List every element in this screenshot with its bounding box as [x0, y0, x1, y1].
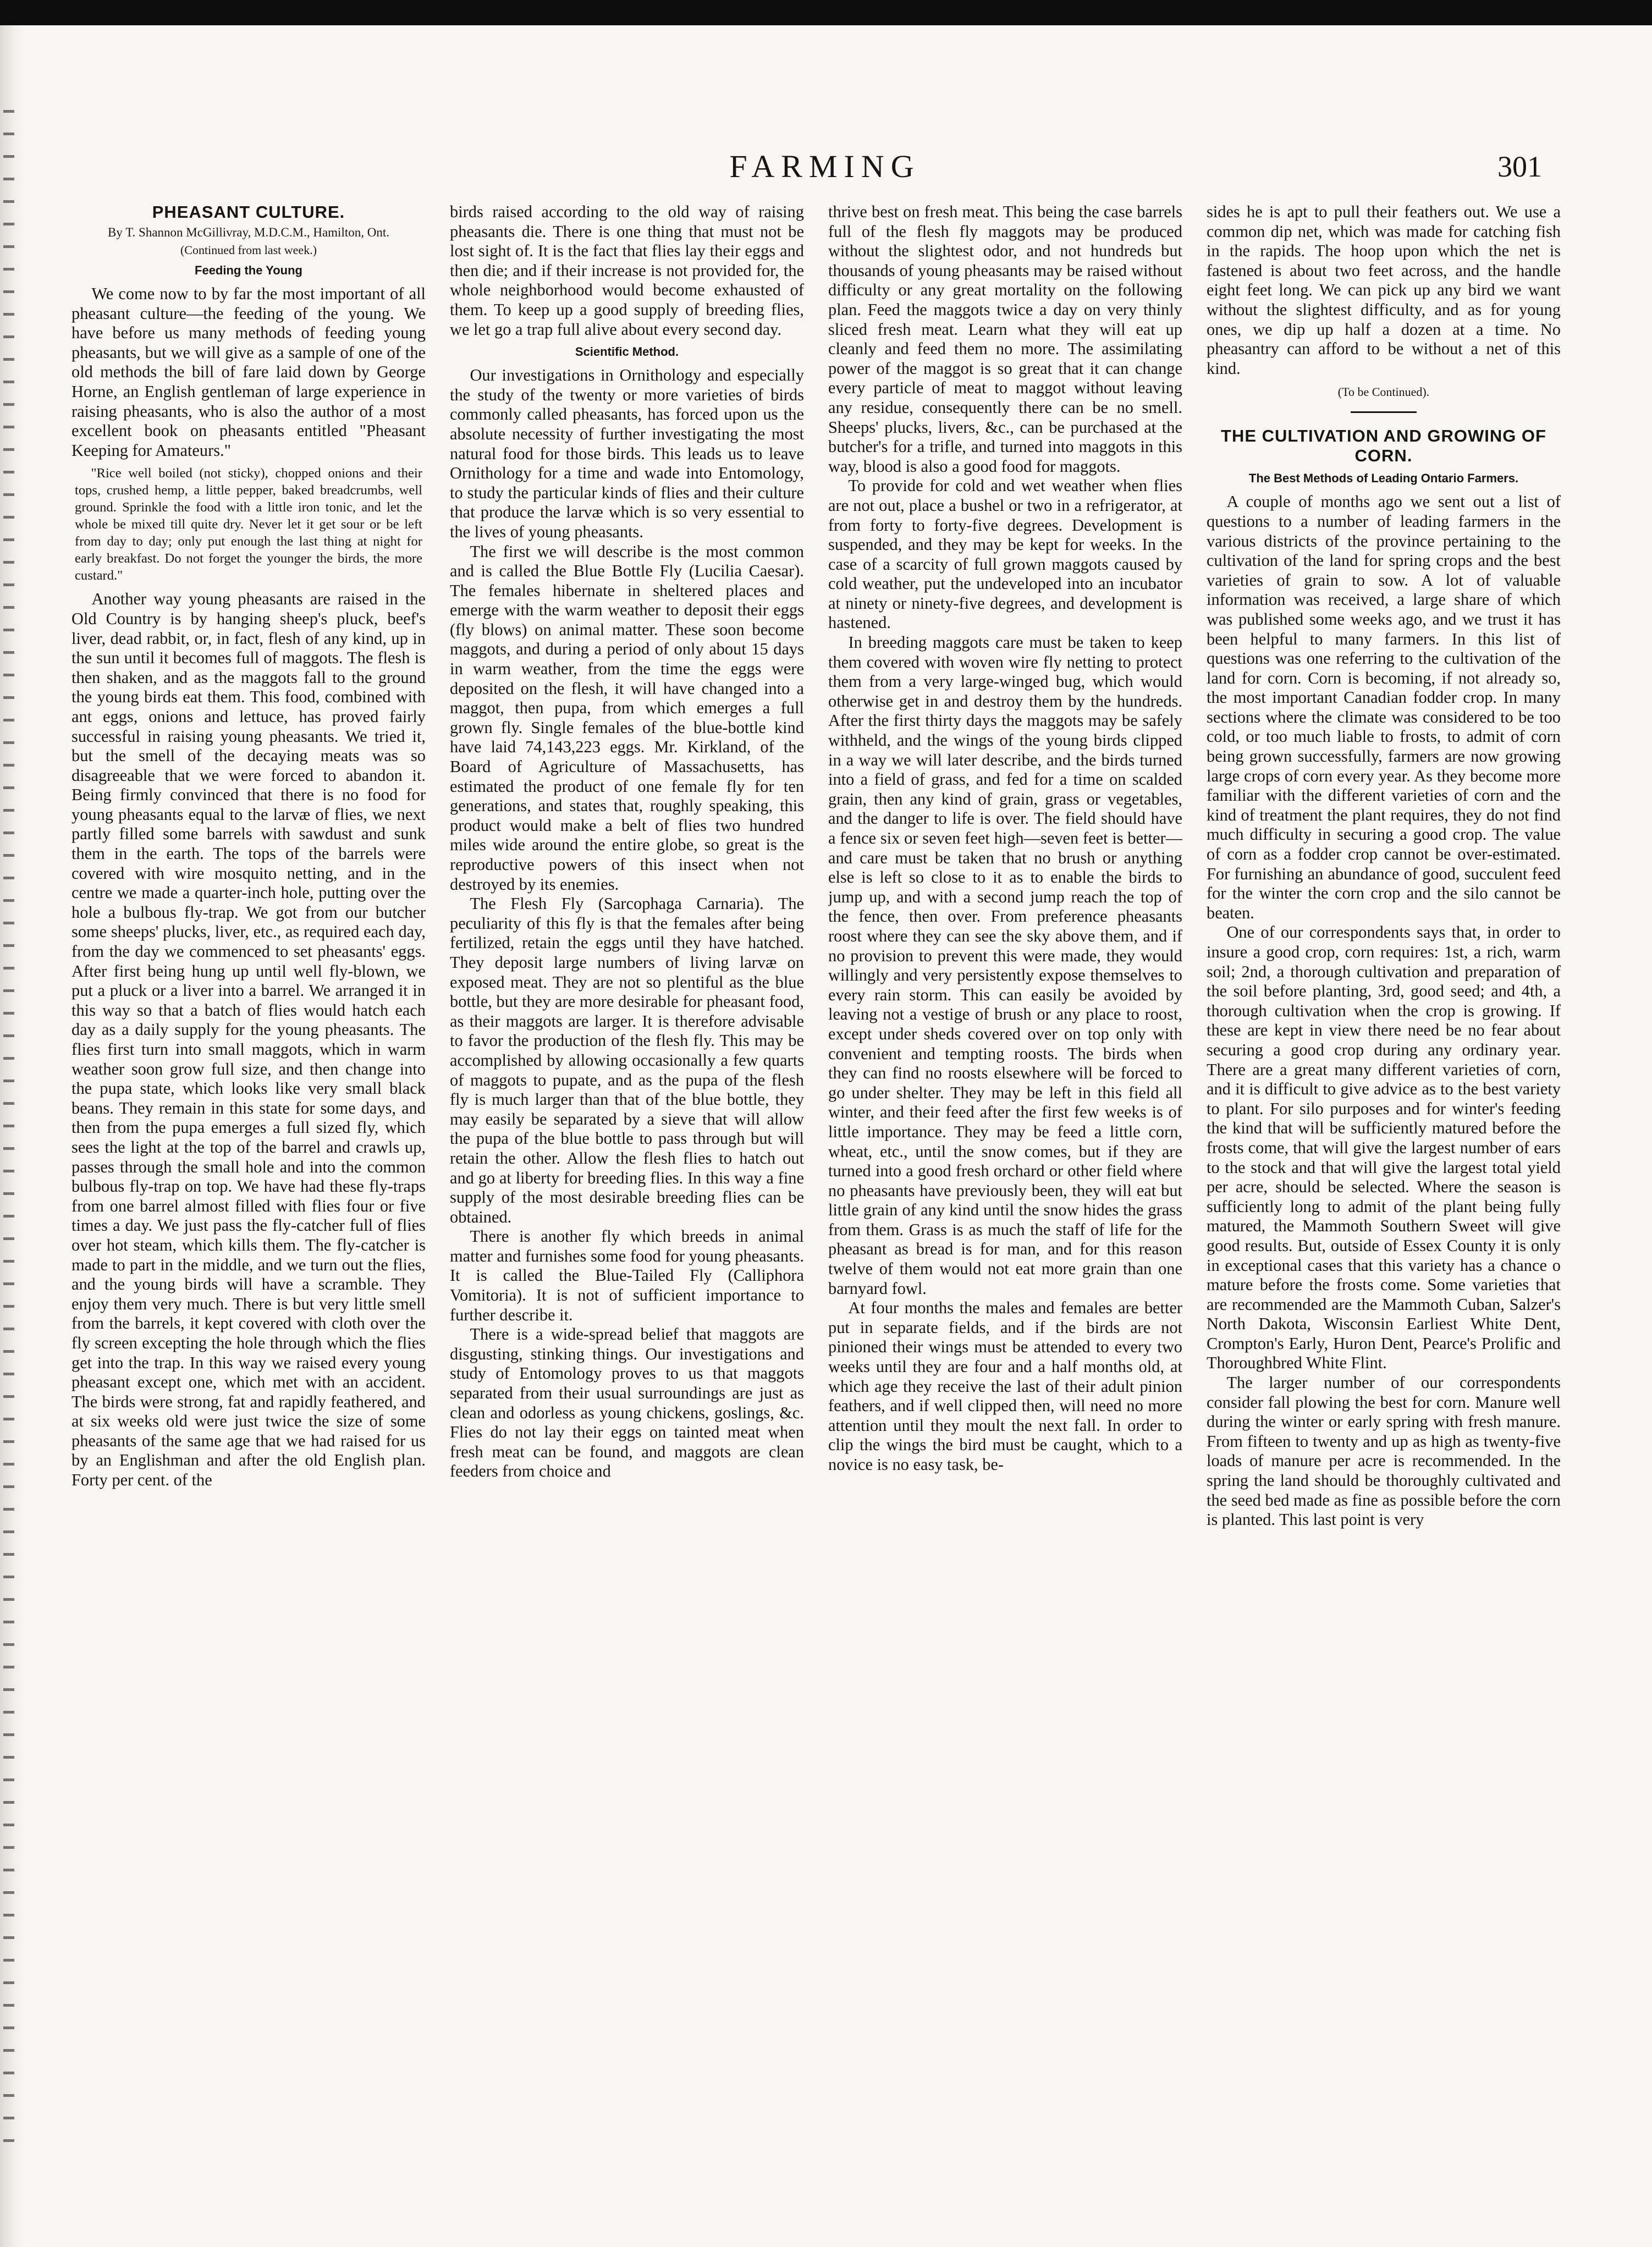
paragraph: A couple of months ago we sent out a list of questions to a number of leading farmers in the various districts of the province pertaining to the cultivation of the land for spring crops and the best varieties of grain to sow. A lot of valuable information was received, a large share of which was published some weeks ago, and we trust it has been helpful to many farmers. In this list of questions was one referring to the cultivation of the land for corn. Corn is becoming, if not already so, the most important Canadian fodder crop. In many sections where the climate was considered to be too cold, or too much liable to frosts, to admit of corn being grown successfully, farmers are now growing large crops of corn every year. As they become more familiar with the different varieties of corn and the kind of treatment the plant requires, they do not find much difficulty in securing a good crop. The value of corn as a fodder crop cannot be over-estimated. For furnishing an abundance of good, succulent feed for the winter the corn crop and the silo cannot be beaten.: [1207, 492, 1561, 922]
to-be-continued: (To be Continued).: [1337, 385, 1430, 399]
section-heading: Scientific Method.: [575, 345, 679, 359]
article-title: PHEASANT CULTURE.: [152, 202, 345, 222]
column-1: [71, 202, 426, 2210]
publication-title: FARMING: [729, 148, 921, 184]
section-divider: [1351, 411, 1417, 413]
paragraph: There is another fly which breeds in animal matter and furnishes some food for young pheasants. It is called the Blue-Tailed Fly (Calliphora Vomitoria). It is not of sufficient importance to further describe it.: [450, 1227, 804, 1324]
paragraph-continued: birds raised according to the old way of raising pheasants die. There is one thing that must not be lost sight of. It is the fact that flies lay their eggs and then die; and if their increase is not provided for, the whole neighborhood would become exhausted of them. To keep up a good supply of breeding flies, we let go a trap full alive about every second day.: [450, 202, 804, 339]
binding-edge-marks: [3, 110, 14, 2145]
column-4: [1207, 202, 1561, 2210]
paragraph: The larger number of our correspondents consider fall plowing the best for corn. Manure well during the winter or early spring with fresh manure. From fifteen to twenty and up as high as twenty-five loads of manure per acre is recommended. In the spring the land should be thoroughly cultivated and the seed bed made as fine as possible before the corn is planted. This last point is very: [1207, 1373, 1561, 1529]
paragraph: Our investigations in Ornithology and especially the study of the twenty or more varieties of birds commonly called pheasants, has forced upon us the absolute necessity of further investigating the most natural food for those birds. This leads us to leave Ornithology for a time and wade into Entomology, to study the particular kinds of flies and their culture that produce the larvæ which is so very essential to the lives of young pheasants.: [450, 366, 804, 541]
paragraph: The Flesh Fly (Sarcophaga Carnaria). The peculiarity of this fly is that the females after being fertilized, retain the eggs until they have hatched. They deposit large numbers of living larvæ on exposed meat. They are not so plentiful as the blue bottle, but they are more desirable for pheasant food, as their maggots are larger. It is therefore advisable to favor the production of the flesh fly. This may be accomplished by allowing occasionally a few quarts of maggots to pupate, and as the pupa of the flesh fly is much larger than that of the blue bottle, they may easily be separated by a sieve that will allow the pupa of the blue bottle to pass through but will retain the other. Allow the flesh flies to hatch out and go at liberty for breeding flies. In this way a fine supply of the most desirable breeding flies can be obtained.: [450, 894, 804, 1226]
running-head: [0, 147, 1652, 186]
column-2: [450, 202, 804, 2210]
paragraph-continued: thrive best on fresh meat. This being the case barrels full of the flesh fly maggots may be produced without the slightest odor, and not hundreds but thousands of young pheasants may be raised without difficulty or any great mortality on the following plan. Feed the maggots twice a day on very thinly sliced fresh meat. Learn what they will eat up cleanly and feed them no more. The assimilating power of the maggot is so great that it can change every particle of meat to maggot without leaving any residue, consequently there can be no smell. Sheeps' plucks, livers, &c., can be purchased at the butcher's for a trifle, and turned into maggots in this way, blood is also a good food for maggots.: [828, 202, 1182, 476]
paragraph: There is a wide-spread belief that maggots are disgusting, stinking things. Our investigations and study of Entomology proves to us that maggots separated from their usual surroundings are just as clean and odorless as young chickens, goslings, &c. Flies do not lay their eggs on tainted meat when fresh meat can be found, and maggots are clean feeders from choice and: [450, 1325, 804, 1481]
continued-note: (Continued from last week.): [180, 243, 317, 257]
paragraph: In breeding maggots care must be taken to keep them covered with woven wire fly netting to protect them from a very large-winged bug, which would otherwise get in and destroy them by the hundreds. After the first thirty days the maggots may be safely withheld, and the wings of the young birds clipped in a way we will later describe, and the birds turned into a field of grass, and fed for a time on scalded grain, then any kind of grain, grass or vegetables, and the danger to life is over. The field should have a fence six or seven feet high—seven feet is better—and care must be taken that no brush or anything else is left so close to it as to enable the birds to jump up, and with a second jump reach the top of the fence, then over. From preference pheasants roost where they can see the sky above them, and if no provision to prevent this were made, they would willingly and very persistently expose themselves to every rain storm. This can easily be avoided by leaving not a vestige of brush or any place to roost, except under sheds covered over on top only with convenient and tempting roosts. The birds when they can find no roosts elsewhere will be forced to go under shelter. They may be left in this field all winter, and their feed after the first few weeks is of little importance. They may be feed a little corn, wheat, etc., until the snow comes, but if they are turned into a good fresh orchard or other field where no pheasants have previously been, they will eat but little grain of any kind until the snow hides the grass from them. Grass is as much the staff of life for the pheasant as bread is for man, and for this reason twelve of them would not eat more grain than one barnyard fowl.: [828, 633, 1182, 1298]
section-heading: Feeding the Young: [195, 263, 302, 277]
paragraph: Another way young pheasants are raised in the Old Country is by hanging sheep's pluck, beef's liver, dead rabbit, or, in fact, flesh of any kind, up in the sun until it becomes full of maggots. The flesh is then shaken, and as the maggots fall to the ground the young birds eat them. This food, combined with ant eggs, onions and lettuce, has proved fairly successful in raising young pheasants. We tried it, but the smell of the decaying meats was so disagreeable that we were forced to abandon it. Being firmly convinced that there is no food for young pheasants equal to the larvæ of flies, we next partly filled some barrels with sawdust and sunk them in the earth. The tops of the barrels were covered with wire mosquito netting, and in the centre we made a quarter-inch hole, putting over the hole a bulbous fly-trap. We got from our butcher some sheeps' plucks, liver, etc., as required each day, from the day we commenced to set pheasants' eggs. After first being hung up until well fly-blown, we put a pluck or a liver into a barrel. We arranged it in this way so that a batch of flies would hatch each day as a daily supply for the young pheasants. The flies first turn into small maggots, which in warm weather soon grow full size, and then change into the pupa state, which looks like very small black beans. They remain in this state for some days, and then from the pupa emerges a full sized fly, which sees the light at the top of the barrel and crawls up, passes through the small hole and into the common bulbous fly-trap on top. We have had these fly-traps from one barrel almost filled with flies four or five times a day. We just pass the fly-catcher full of flies over hot steam, which kills them. The fly-catcher is made to part in the middle, and we turn out the flies, and the young birds will have a scramble. They enjoy them very much. There is but very little smell from the barrels, it kept covered with cloth over the fly screen excepting the hole through which the flies get into the trap. In this way we raised every young pheasant except one, which met with an accident. The birds were strong, fat and rapidly feathered, and at six weeks old were just twice the size of some pheasants of the same age that we had raised for us by an Englishman and after the old English plan. Forty per cent. of the: [71, 590, 426, 1490]
article-byline: By T. Shannon McGillivray, M.D.C.M., Hamilton, Ont.: [108, 225, 389, 239]
paragraph: We come now to by far the most important of all pheasant culture—the feeding of the young. We have before us many methods of feeding young pheasants, but we will give as a sample of one of the old methods the bill of fare laid down by George Horne, an English gentleman of large experience in raising pheasants, who is also the author of a most excellent book on pheasants entitled "Pheasant Keeping for Amateurs.": [71, 284, 426, 460]
paragraph: To provide for cold and wet weather when flies are not out, place a bushel or two in a refrigerator, at from forty to forty-five degrees. Development is suspended, and they may be kept for weeks. In the case of a scarcity of full grown maggots caused by cold weather, put the undeveloped into an incubator at ninety or ninety-five degrees, and development is hastened.: [828, 476, 1182, 632]
article-title: THE CULTIVATION AND GROWING OF CORN.: [1221, 426, 1546, 466]
paragraph-continued: sides he is apt to pull their feathers out. We use a common dip net, which was made for catching fish in the rapids. The hoop upon which the net is fastened is about two feet across, and the handle eight feet long. We can pick up any bird we want without the slightest difficulty, and as for young ones, we dip up half a dozen at a time. No pheasantry can afford to be without a net of this kind.: [1207, 202, 1561, 378]
text-columns: [71, 202, 1565, 2210]
paragraph: One of our correspondents says that, in order to insure a good crop, corn requires: 1st, a rich, warm soil; 2nd, a thorough cultivation and preparation of the soil before planting, 3rd, good seed; and 4th, a thorough cultivation when the crop is growing. If these are kept in view there need be no fear about securing a good crop during any ordinary year. There are a great many different varieties of corn, and it is difficult to give advice as to the best variety to plant. For silo purposes and for winter's feeding the kind that will be sufficiently matured before the frosts come, that will give the largest number of ears to the stock and that will give the largest total yield per acre, should be selected. Where the season is sufficiently long to admit of the plant being fully matured, the Mammoth Southern Sweet will give good results. But, outside of Essex County it is only in exceptional cases that this variety has a chance o mature before the frosts come. Some varieties that are recommended are the Mammoth Cuban, Salzer's North Dakota, Wisconsin Earliest White Dent, Crompton's Early, Huron Dent, Pearce's Prolific and Thoroughbred White Flint.: [1207, 923, 1561, 1373]
paragraph: The first we will describe is the most common and is called the Blue Bottle Fly (Lucilia Caesar). The females hibernate in sheltered places and emerge with the warm weather to deposit their eggs (fly blows) on animal matter. These soon become maggots, and during a period of only about 15 days in warm weather, from the time the eggs were deposited on the flesh, it will have changed into a maggot, then pupa, from which emerges a full grown fly. Single females of the blue-bottle kind have laid 74,143,223 eggs. Mr. Kirkland, of the Board of Agriculture of Massachusetts, has estimated the product of one female fly for ten generations, and states that, roughly speaking, this product would make a belt of flies two hundred miles wide around the entire globe, so great is the reproductive powers of this insect when not destroyed by its enemies.: [450, 542, 804, 894]
page-number: 301: [1497, 150, 1542, 183]
article-subtitle: The Best Methods of Leading Ontario Farmers.: [1248, 471, 1519, 486]
column-3: [828, 202, 1182, 2210]
paragraph: At four months the males and females are better put in separate fields, and if the birds are not pinioned their wings must be attended to every two weeks until they are four and a half months old, at which age they receive the last of their adult pinion feathers, and if well clipped then, will need no more attention until they moult the next fall. In order to clip the wings the bird must be caught, which to a novice is no easy task, be-: [828, 1298, 1182, 1474]
scan-top-border: [0, 0, 1652, 25]
quoted-recipe: "Rice well boiled (not sticky), chopped onions and their tops, crushed hemp, a little pepper, baked breadcrumbs, well ground. Sprinkle the food with a little iron tonic, and let the whole be mixed till quite dry. Never let it get sour or be left from day to day; only put enough the last thing at night for early breakfast. Do not forget the younger the birds, the more custard.": [75, 466, 422, 583]
